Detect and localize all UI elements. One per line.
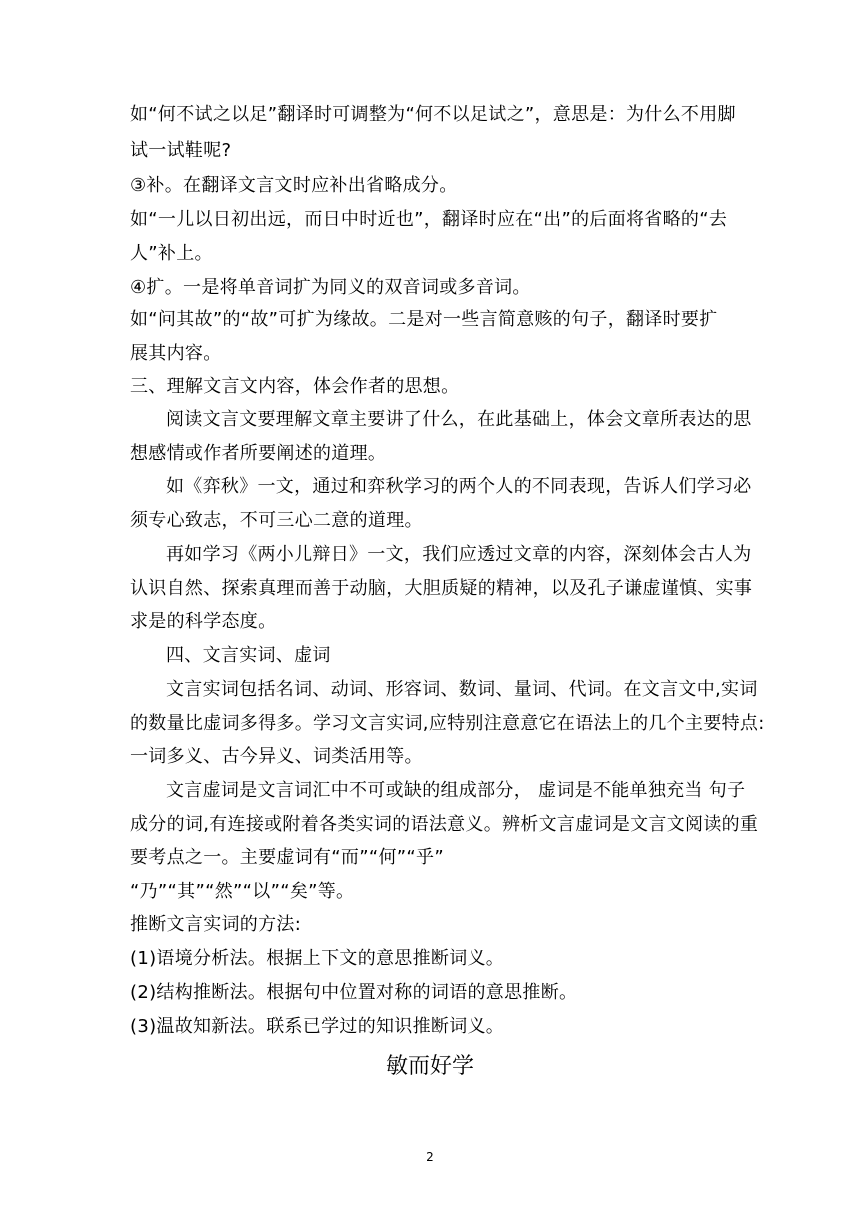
- paragraph-line: 想感情或作者所要阐述的道理。: [130, 443, 387, 464]
- paragraph-line: 须专心致志，不可三心二意的道理。: [130, 510, 423, 531]
- paragraph-line: 要考点之一。主要虚词有“而”“何”“乎”: [130, 847, 444, 868]
- paragraph-line: ③补。在翻译文言文时应补出省略成分。: [130, 175, 458, 196]
- paragraph-line: 成分的词,有连接或附着各类实词的语法意义。辨析文言虚词是文言文阅读的重: [130, 814, 759, 835]
- paragraph-line: 文言虚词是文言词汇中不可或缺的组成部分， 虚词是不能单独充当 句子: [166, 780, 746, 801]
- paragraph-line: 求是的科学态度。: [130, 611, 277, 632]
- section-heading: 四、文言实词、虚词: [166, 645, 331, 666]
- paragraph-line: ④扩。一是将单音词扩为同义的双音词或多音词。: [130, 277, 531, 298]
- paragraph-line: 如“一儿以日初出远，而日中时近也”，翻译时应在“出”的后面将省略的“去: [130, 209, 728, 230]
- paragraph-line: 人”补上。: [130, 243, 213, 264]
- paragraph-line: 如“问其故”的“故”可扩为缘故。二是对一些言简意赅的句子，翻译时要扩: [130, 309, 718, 330]
- paragraph-line: 的数量比虚词多得多。学习文言实词,应特别注意意它在语法上的几个主要特点:: [130, 713, 765, 734]
- paragraph-line: 如《弈秋》一文，通过和弈秋学习的两个人的不同表现，告诉人们学习必: [166, 476, 752, 497]
- paragraph-line: 推断文言实词的方法:: [130, 914, 302, 935]
- list-item: (2)结构推断法。根据句中位置对称的词语的意思推断。: [130, 982, 578, 1003]
- list-item: (1)语境分析法。根据上下文的意思推断词义。: [130, 948, 505, 969]
- paragraph-line: 一词多义、古今异义、词类活用等。: [130, 746, 423, 767]
- page-number: 2: [426, 1150, 434, 1164]
- list-item: (3)温故知新法。联系已学过的知识推断词义。: [130, 1016, 505, 1037]
- paragraph-line: 阅读文言文要理解文章主要讲了什么，在此基础上，体会文章所表达的思: [166, 409, 752, 430]
- paragraph-line: 再如学习《两小儿辩日》一文，我们应透过文章的内容，深刻体会古人为: [166, 544, 752, 565]
- paragraph-line: “乃”“其”“然”“以”“矣”等。: [130, 881, 355, 902]
- paragraph-line: 试一试鞋呢?: [130, 140, 232, 161]
- page-title: 敏而好学: [385, 1054, 474, 1079]
- paragraph-line: 文言实词包括名词、动词、形容词、数词、量词、代词。在文言文中,实词: [166, 679, 758, 700]
- section-heading: 三、理解文言文内容，体会作者的思想。: [130, 376, 460, 397]
- paragraph-line: 认识自然、探索真理而善于动脑，大胆质疑的精神，以及孔子谦虚谨慎、实事: [130, 578, 753, 599]
- paragraph-line: 如“何不试之以足”翻译时可调整为“何不以足试之”，意思是：为什么不用脚: [130, 104, 736, 125]
- paragraph-line: 展其内容。: [130, 343, 222, 364]
